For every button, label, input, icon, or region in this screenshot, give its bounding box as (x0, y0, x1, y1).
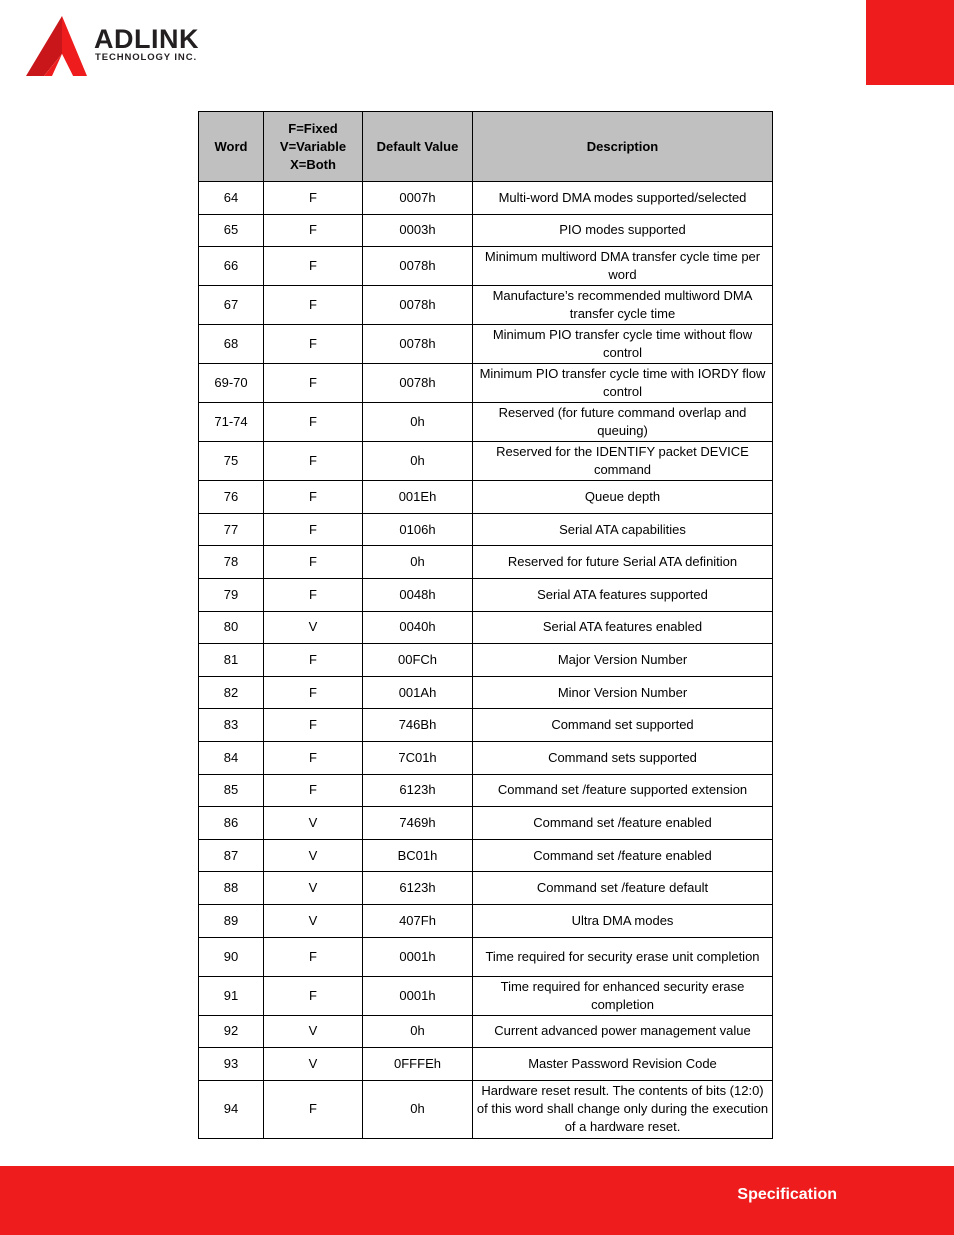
cell-type: F (264, 513, 363, 546)
cell-default-value: 0007h (363, 182, 473, 215)
cell-word: 88 (199, 872, 264, 905)
table-row (199, 976, 773, 1015)
header-default-value: Default Value (363, 112, 473, 182)
cell-word: 94 (199, 1080, 264, 1138)
cell-description: Reserved for the IDENTIFY packet DEVICE command (473, 442, 773, 481)
cell-default-value: 746Bh (363, 709, 473, 742)
cell-description: Ultra DMA modes (473, 904, 773, 937)
cell-type: F (264, 214, 363, 247)
cell-default-value: 0078h (363, 286, 473, 325)
table-row (199, 937, 773, 976)
cell-type: V (264, 807, 363, 840)
cell-description: Reserved (for future command overlap and queuing) (473, 403, 773, 442)
cell-word: 65 (199, 214, 264, 247)
cell-word: 91 (199, 976, 264, 1015)
table-row (199, 214, 773, 247)
cell-type: F (264, 364, 363, 403)
cell-default-value: 0h (363, 546, 473, 579)
table-row (199, 839, 773, 872)
cell-description: Queue depth (473, 481, 773, 514)
cell-description: PIO modes supported (473, 214, 773, 247)
cell-type: F (264, 442, 363, 481)
cell-word: 85 (199, 774, 264, 807)
cell-type: F (264, 247, 363, 286)
cell-default-value: 0h (363, 442, 473, 481)
cell-type: F (264, 774, 363, 807)
header-description: Description (473, 112, 773, 182)
cell-word: 93 (199, 1048, 264, 1081)
cell-default-value: 00FCh (363, 644, 473, 677)
cell-default-value: 0078h (363, 247, 473, 286)
cell-word: 86 (199, 807, 264, 840)
identify-device-table (198, 111, 773, 1139)
cell-description: Reserved for future Serial ATA definition (473, 546, 773, 579)
table-row (199, 709, 773, 742)
cell-default-value: 0001h (363, 976, 473, 1015)
cell-description: Minimum PIO transfer cycle time with IORDY flow control (473, 364, 773, 403)
table-row (199, 578, 773, 611)
cell-description: Serial ATA features enabled (473, 611, 773, 644)
cell-description: Manufacture’s recommended multiword DMA transfer cycle time (473, 286, 773, 325)
header-type-both: X=Both (290, 156, 336, 172)
table-row (199, 286, 773, 325)
cell-description: Major Version Number (473, 644, 773, 677)
cell-word: 68 (199, 325, 264, 364)
cell-type: F (264, 937, 363, 976)
table-row (199, 364, 773, 403)
cell-word: 67 (199, 286, 264, 325)
cell-word: 64 (199, 182, 264, 215)
cell-word: 66 (199, 247, 264, 286)
cell-type: F (264, 182, 363, 215)
cell-default-value: 6123h (363, 872, 473, 905)
cell-default-value: 0h (363, 403, 473, 442)
table-row (199, 513, 773, 546)
cell-default-value: 001Eh (363, 481, 473, 514)
cell-default-value: 7C01h (363, 741, 473, 774)
cell-word: 71-74 (199, 403, 264, 442)
table-row (199, 1080, 773, 1138)
table-row (199, 774, 773, 807)
cell-description: Time required for enhanced security erase completion (473, 976, 773, 1015)
table-row (199, 1048, 773, 1081)
table-row (199, 611, 773, 644)
cell-word: 90 (199, 937, 264, 976)
table-row (199, 481, 773, 514)
cell-word: 69-70 (199, 364, 264, 403)
cell-description: Serial ATA capabilities (473, 513, 773, 546)
logo-tagline: TECHNOLOGY INC. (95, 52, 197, 63)
cell-description: Command sets supported (473, 741, 773, 774)
cell-description: Command set supported (473, 709, 773, 742)
footer-bar (0, 1166, 954, 1235)
cell-type: F (264, 709, 363, 742)
table-row (199, 872, 773, 905)
cell-type: F (264, 676, 363, 709)
cell-default-value: 0FFFEh (363, 1048, 473, 1081)
table-row (199, 182, 773, 215)
cell-default-value: 0078h (363, 325, 473, 364)
cell-default-value: 0001h (363, 937, 473, 976)
cell-default-value: 0106h (363, 513, 473, 546)
cell-default-value: 001Ah (363, 676, 473, 709)
cell-type: F (264, 546, 363, 579)
cell-word: 81 (199, 644, 264, 677)
cell-description: Multi-word DMA modes supported/selected (473, 182, 773, 215)
cell-default-value: 0040h (363, 611, 473, 644)
cell-type: V (264, 839, 363, 872)
cell-type: F (264, 286, 363, 325)
cell-type: F (264, 741, 363, 774)
cell-description: Time required for security erase unit completion (473, 937, 773, 976)
cell-type: F (264, 481, 363, 514)
cell-type: V (264, 1015, 363, 1048)
cell-default-value: 0h (363, 1015, 473, 1048)
cell-default-value: 0078h (363, 364, 473, 403)
adlink-triangle-icon (24, 14, 88, 80)
cell-type: V (264, 1048, 363, 1081)
header-type (264, 112, 363, 182)
cell-default-value: 0048h (363, 578, 473, 611)
cell-type: F (264, 403, 363, 442)
cell-description: Minimum multiword DMA transfer cycle time per word (473, 247, 773, 286)
cell-default-value: 407Fh (363, 904, 473, 937)
cell-type: F (264, 1080, 363, 1138)
corner-tab (866, 0, 954, 85)
cell-word: 80 (199, 611, 264, 644)
cell-word: 76 (199, 481, 264, 514)
cell-type: F (264, 976, 363, 1015)
table-row (199, 644, 773, 677)
cell-word: 77 (199, 513, 264, 546)
cell-default-value: 0h (363, 1080, 473, 1138)
table-body (199, 182, 773, 1139)
cell-description: Minimum PIO transfer cycle time without flow control (473, 325, 773, 364)
table-row (199, 325, 773, 364)
logo-wordmark: ADLINK (94, 24, 199, 54)
cell-type: V (264, 872, 363, 905)
cell-word: 79 (199, 578, 264, 611)
table-row (199, 546, 773, 579)
cell-description: Command set /feature enabled (473, 807, 773, 840)
footer-section-label: Specification (737, 1186, 837, 1203)
cell-default-value: 6123h (363, 774, 473, 807)
adlink-logo (24, 14, 234, 80)
table-row (199, 247, 773, 286)
table-row (199, 904, 773, 937)
cell-word: 78 (199, 546, 264, 579)
cell-description: Current advanced power management value (473, 1015, 773, 1048)
header-type-fixed: F=Fixed (288, 120, 338, 136)
table-row (199, 676, 773, 709)
table-row (199, 807, 773, 840)
table-row (199, 741, 773, 774)
cell-description: Command set /feature supported extension (473, 774, 773, 807)
cell-word: 75 (199, 442, 264, 481)
cell-word: 89 (199, 904, 264, 937)
cell-word: 83 (199, 709, 264, 742)
cell-type: F (264, 644, 363, 677)
header-word: Word (199, 112, 264, 182)
cell-type: V (264, 904, 363, 937)
header-type-variable: V=Variable (279, 138, 347, 154)
cell-type: V (264, 611, 363, 644)
cell-description: Master Password Revision Code (473, 1048, 773, 1081)
cell-word: 84 (199, 741, 264, 774)
cell-type: F (264, 578, 363, 611)
cell-description: Command set /feature default (473, 872, 773, 905)
cell-description: Hardware reset result. The contents of bits (12:0) of this word shall change only during the execution of a hardware reset. (473, 1080, 773, 1138)
cell-type: F (264, 325, 363, 364)
cell-default-value: BC01h (363, 839, 473, 872)
cell-word: 92 (199, 1015, 264, 1048)
cell-description: Command set /feature enabled (473, 839, 773, 872)
table-row (199, 442, 773, 481)
cell-default-value: 7469h (363, 807, 473, 840)
table-row (199, 403, 773, 442)
cell-description: Minor Version Number (473, 676, 773, 709)
cell-description: Serial ATA features supported (473, 578, 773, 611)
table-header-row (199, 112, 773, 182)
table-row (199, 1015, 773, 1048)
cell-word: 87 (199, 839, 264, 872)
cell-default-value: 0003h (363, 214, 473, 247)
cell-word: 82 (199, 676, 264, 709)
